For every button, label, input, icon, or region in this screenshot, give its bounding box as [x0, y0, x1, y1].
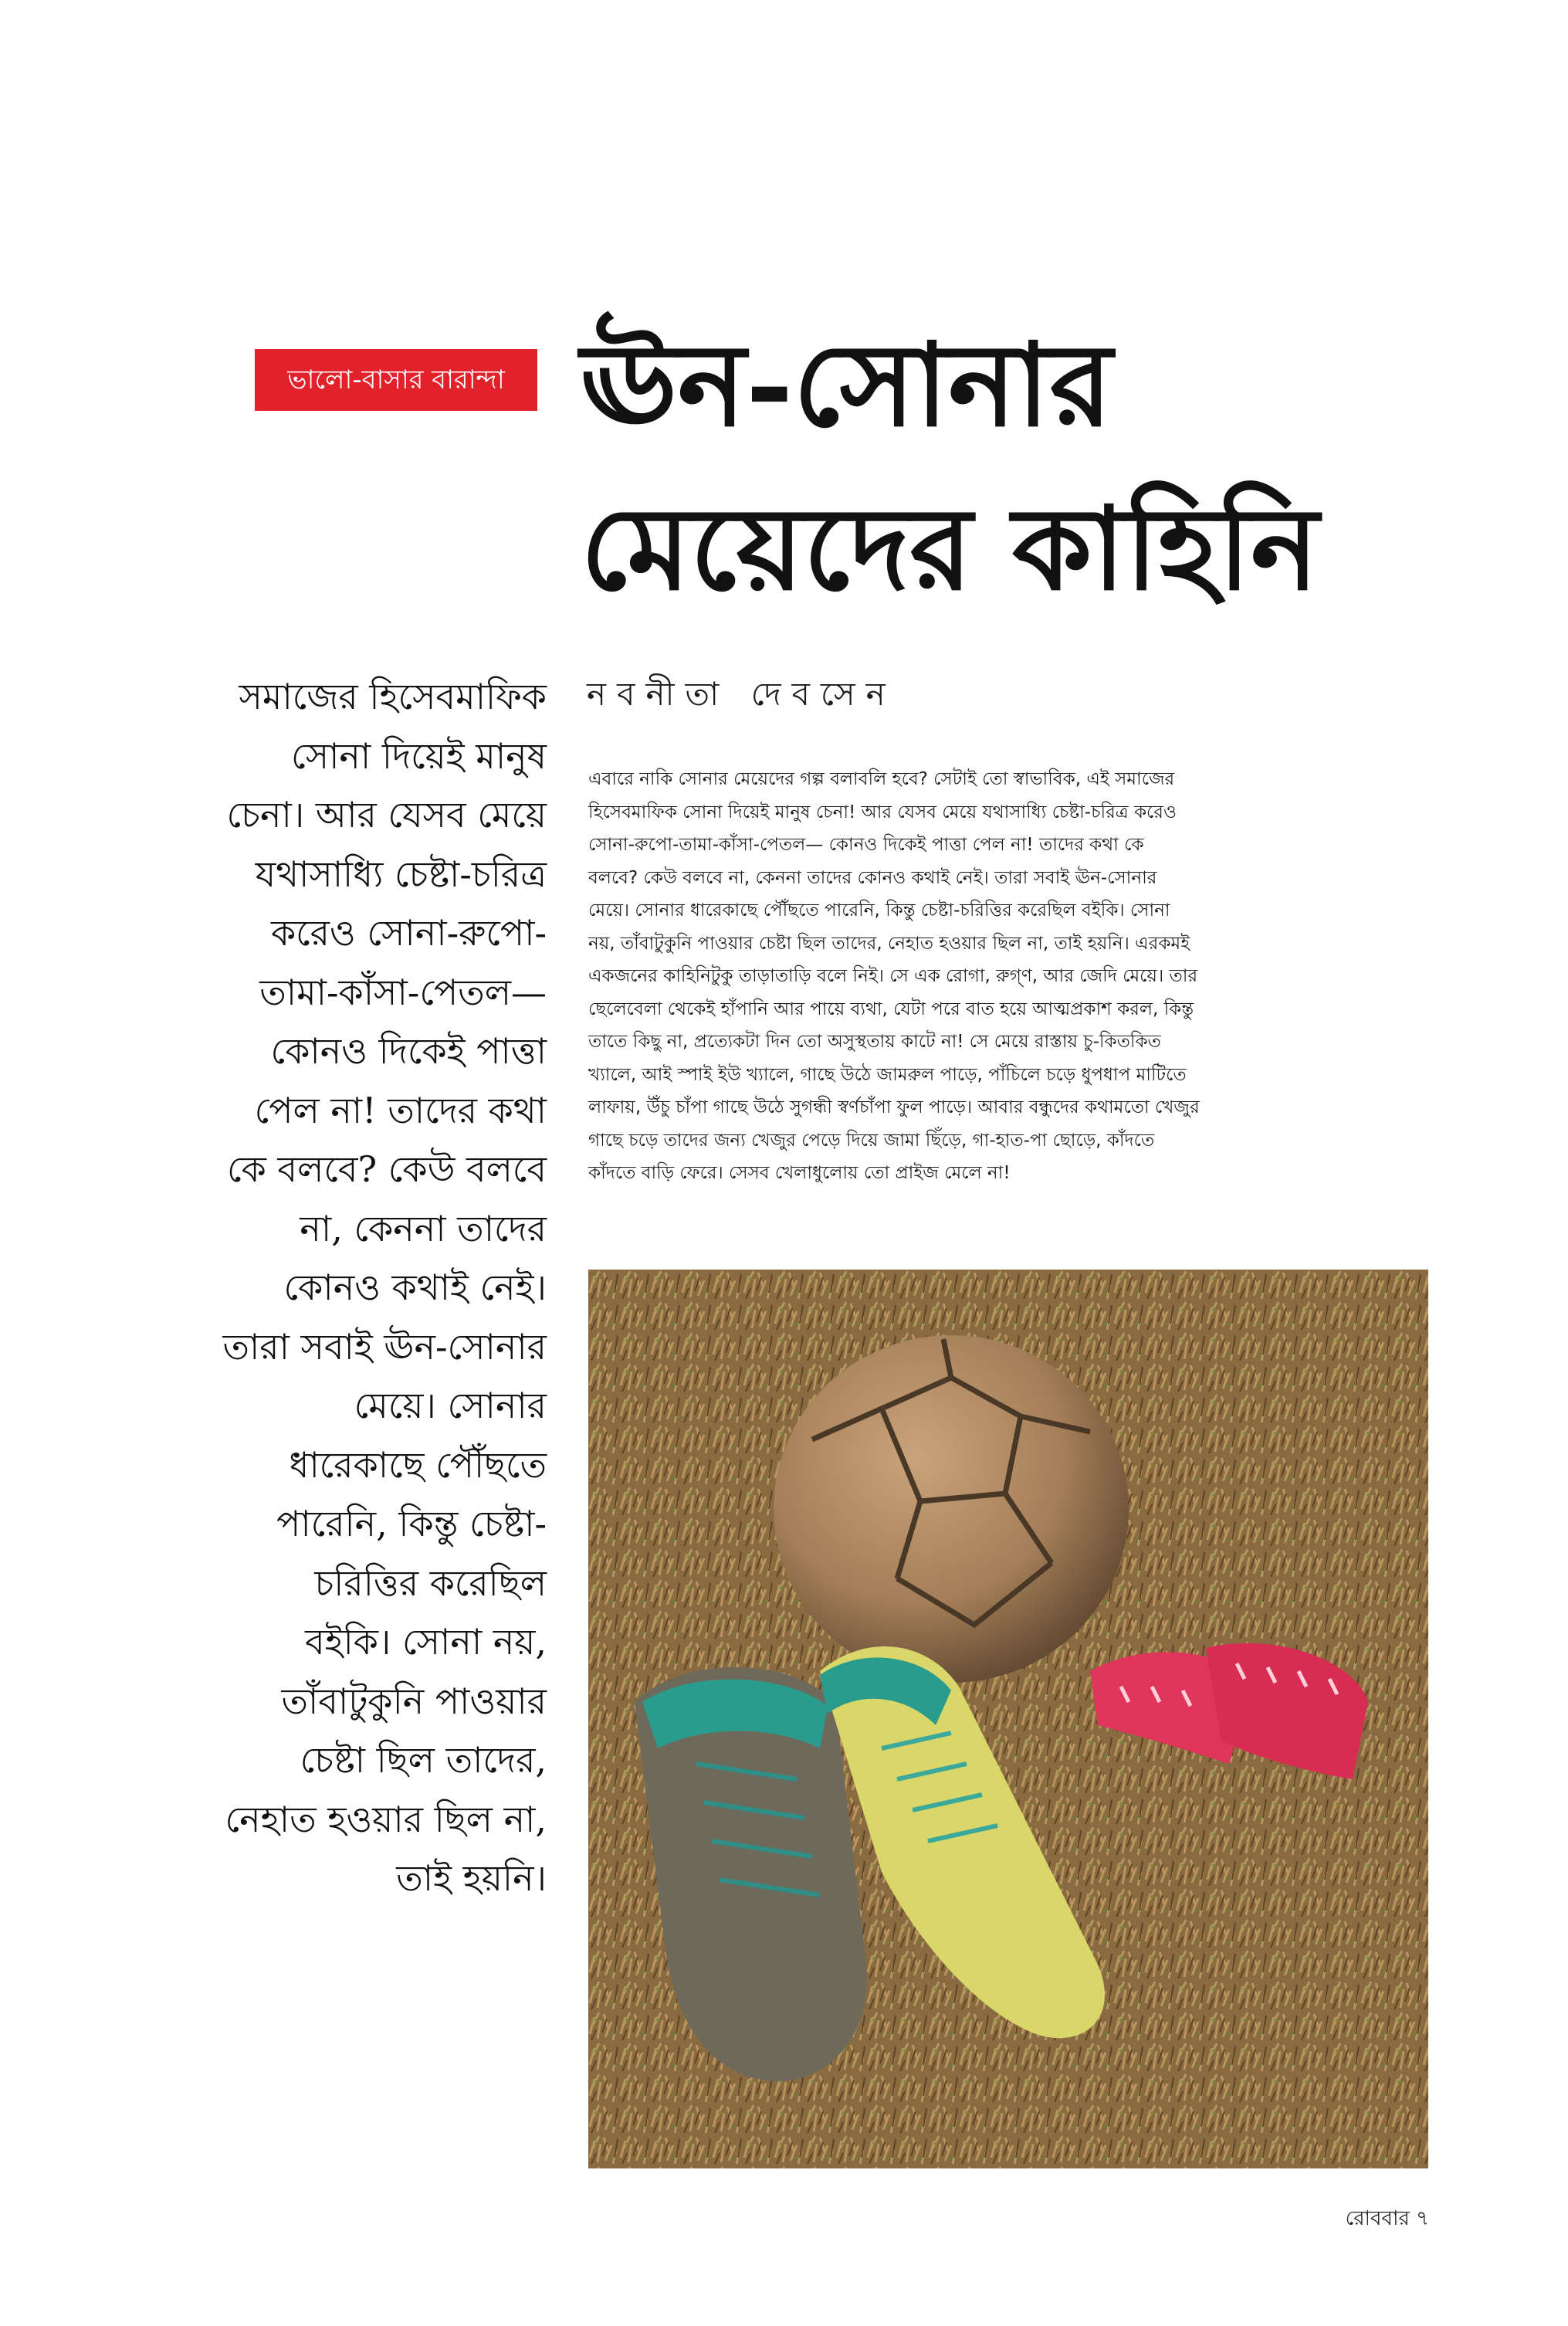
body-line: ছেলেবেলা থেকেই হাঁপানি আর পায়ে ব্যথা, যেটা পরে বাত হয়ে আত্মপ্রকাশ করল, কিন্তু: [588, 999, 1194, 1019]
pullquote-line: সমাজের হিসেবমাফিক: [239, 676, 547, 717]
pullquote-line: বইকি। সোনা নয়,: [305, 1621, 547, 1663]
pullquote-line: তামা-কাঁসা-পেতল—: [259, 971, 547, 1013]
body-line: একজনের কাহিনিটুকু তাড়াতাড়ি বলে নিই। সে এক রোগা, রুগ্ণ, আর জেদি মেয়ে। তার: [588, 966, 1198, 986]
pullquote-line: সোনা দিয়েই মানুষ: [291, 734, 547, 777]
page-folio: রোববার ৭: [1345, 2207, 1429, 2230]
section-tag: ভালো-বাসার বারান্দা: [255, 349, 537, 411]
pullquote-line: করেও সোনা-রুপো-: [270, 912, 547, 954]
pullquote-line: পারেনি, কিন্তু চেষ্টা-: [276, 1503, 547, 1544]
pullquote: [154, 667, 547, 1908]
pullquote-line: মেয়ে। সোনার: [354, 1385, 547, 1426]
pullquote-line: নেহাত হওয়ার ছিল না,: [225, 1798, 547, 1840]
headline-line: ঊন-সোনার: [581, 317, 1113, 452]
photo-illustration: [588, 1270, 1428, 2168]
body-line: লাফায়, উঁচু চাঁপা গাছে উঠে সুগন্ধী স্বর্ণচাঁপা ফুল পাড়ে। আবার বন্ধুদের কথামতো খেজুর: [588, 1097, 1200, 1117]
pullquote-line: যথাসাধ্যি চেষ্টা-চরিত্র: [255, 853, 547, 895]
pullquote-line: তাঁবাটুকুনি পাওয়ার: [281, 1680, 547, 1722]
pullquote-line: চেনা। আর যেসব মেয়ে: [226, 794, 547, 836]
body-line: এবারে নাকি সোনার মেয়েদের গল্প বলাবলি হবে? সেটাই তো স্বাভাবিক, এই সমাজের: [588, 769, 1175, 789]
pullquote-line: তারা সবাই ঊন-সোনার: [222, 1325, 547, 1368]
body-line: কাঁদতে বাড়ি ফেরে। সেসব খেলাধুলোয় তো প্রাইজ মেলে না!: [588, 1163, 1011, 1183]
pullquote-line: চেষ্টা ছিল তাদের,: [300, 1739, 547, 1781]
body-line: হিসেবমাফিক সোনা দিয়েই মানুষ চেনা! আর যেসব মেয়ে যথাসাধ্যি চেষ্টা-চরিত্র করেও: [588, 802, 1177, 822]
pullquote-line: কে বলবে? কেউ বলবে: [227, 1148, 547, 1190]
article-body: [588, 763, 1438, 1190]
pullquote-line: ধারেকাছে পৌঁছতে: [289, 1443, 547, 1486]
pullquote-line: তাই হয়নি।: [396, 1857, 547, 1899]
body-line: গাছে চড়ে তাদের জন্য খেজুর পেড়ে দিয়ে জামা ছিঁড়ে, গা-হাত-পা ছোড়ে, কাঁদতে: [588, 1130, 1155, 1151]
body-line: সোনা-রুপো-তামা-কাঁসা-পেতল— কোনও দিকেই পাত্তা পেল না! তাদের কথা কে: [588, 835, 1144, 855]
body-line: নয়, তাঁবাটুকুনি পাওয়ার চেষ্টা ছিল তাদের, নেহাত হওয়ার ছিল না, তাই হয়নি। এরকমই: [588, 933, 1190, 954]
body-line: মেয়ে। সোনার ধারেকাছে পৌঁছতে পারেনি, কিন্তু চেষ্টা-চরিত্তির করেছিল বইকি। সোনা: [588, 900, 1170, 921]
football-boots-photo: [588, 1270, 1428, 2168]
pullquote-line: চরিত্তির করেছিল: [314, 1561, 547, 1604]
pullquote-line: পেল না! তাদের কথা: [254, 1089, 547, 1131]
headline: [581, 303, 1492, 630]
byline: নবনীতা দেবসেন: [587, 675, 896, 713]
body-line: বলবে? কেউ বলবে না, কেননা তাদের কোনও কথাই নেই। তারা সবাই ঊন-সোনার: [588, 867, 1157, 888]
body-line: খ্যালে, আই স্পাই ইউ খ্যালে, গাছে উঠে জামরুল পাড়ে, পাঁচিলে চড়ে ধুপধাপ মাটিতে: [588, 1064, 1187, 1085]
pullquote-line: কোনও কথাই নেই।: [283, 1266, 547, 1308]
pullquote-line: না, কেননা তাদের: [300, 1207, 547, 1249]
headline-line: মেয়েদের কাহিনি: [581, 481, 1319, 615]
pullquote-line: কোনও দিকেই পাত্তা: [270, 1030, 547, 1072]
body-line: তাতে কিছু না, প্রত্যেকটা দিন তো অসুস্থতায় কাটে না! সে মেয়ে রাস্তায় চু-কিতকিত: [588, 1032, 1161, 1052]
football: [774, 1335, 1129, 1683]
